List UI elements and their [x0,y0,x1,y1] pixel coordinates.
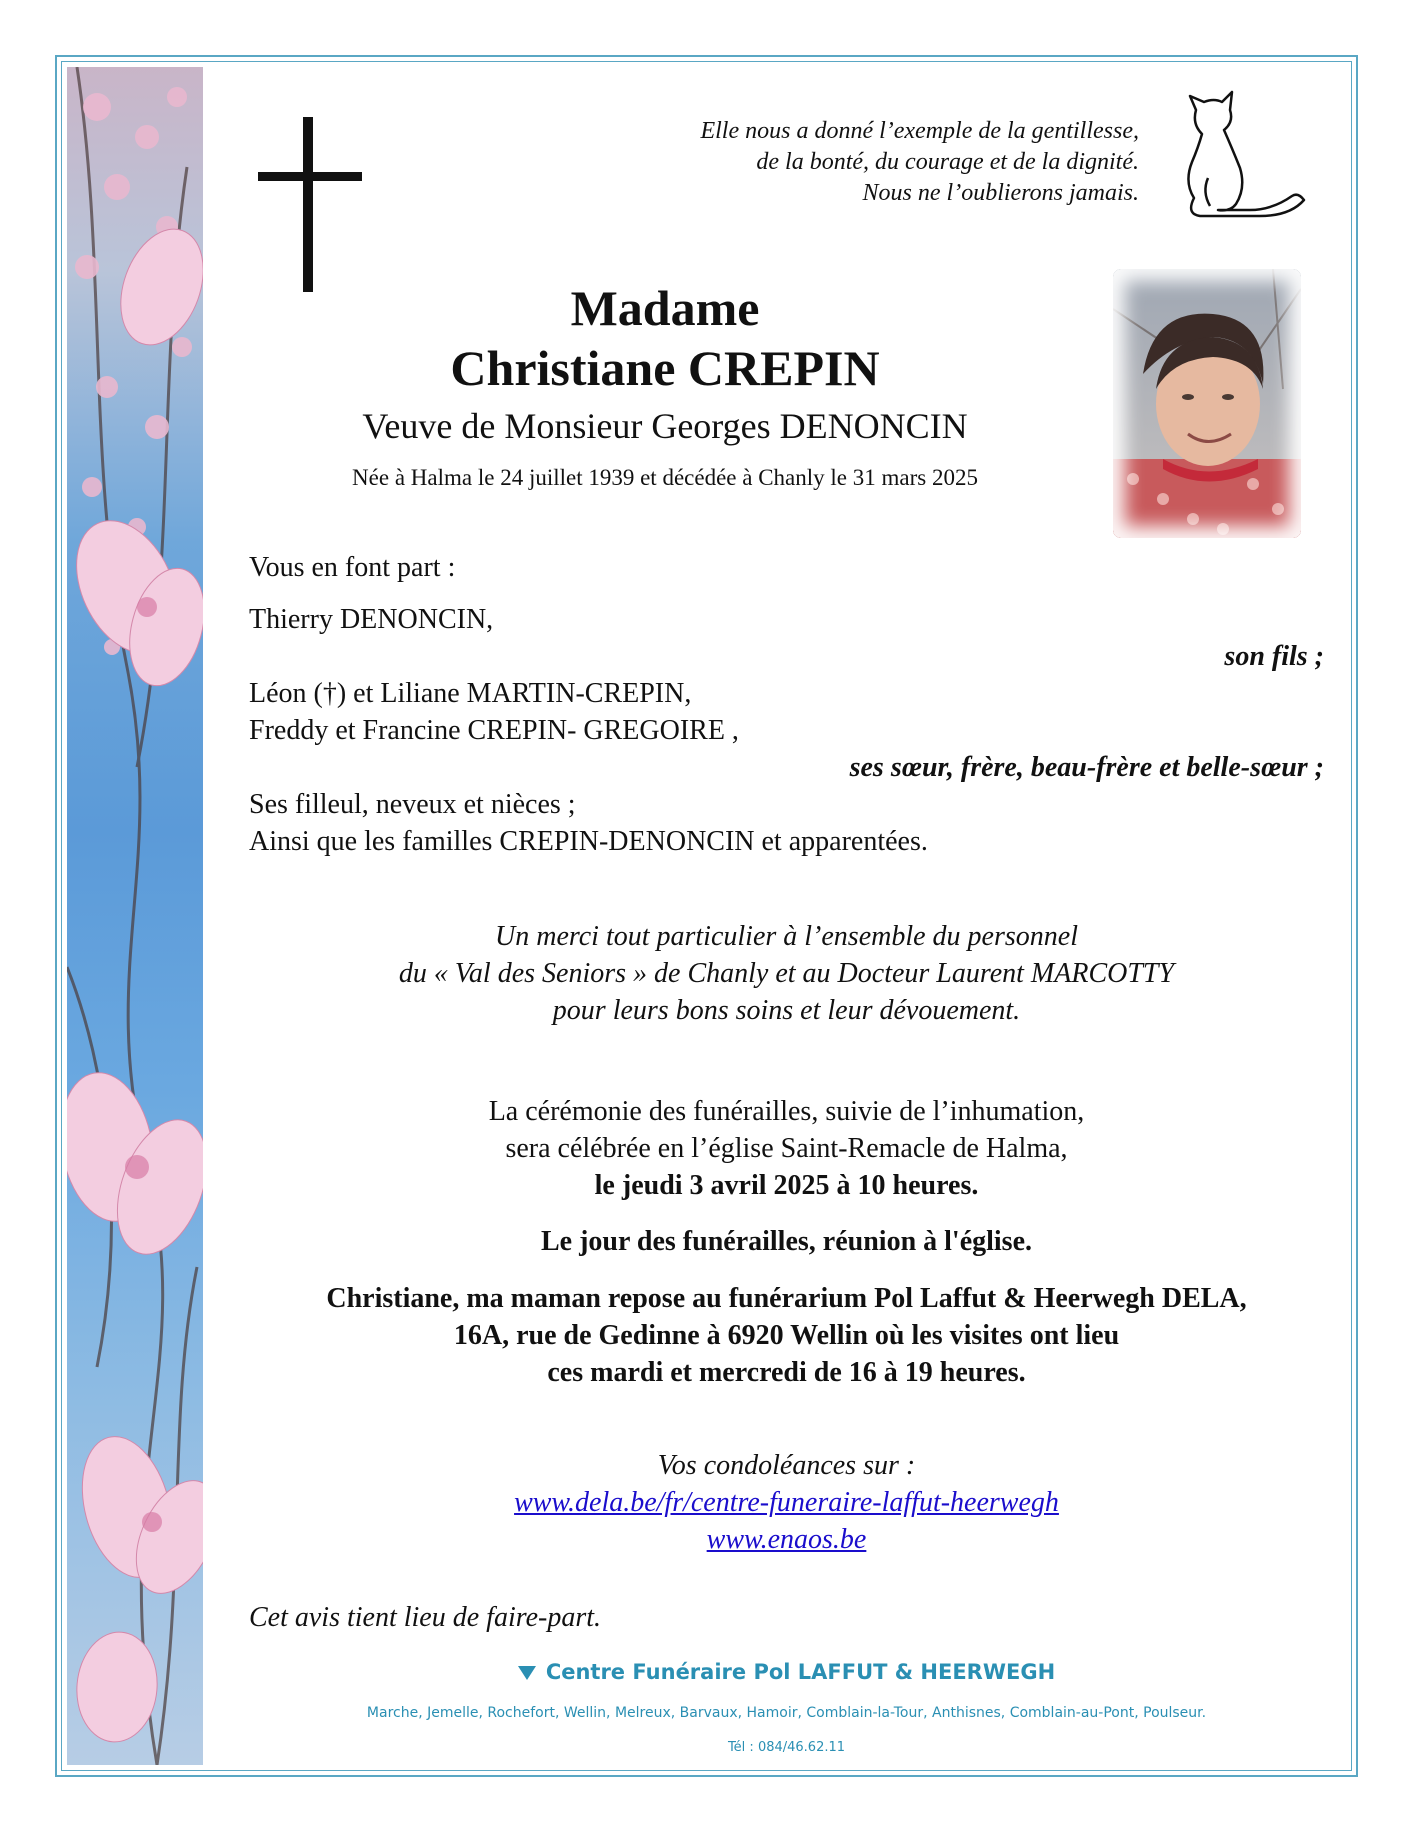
funerarium-line: Christiane, ma maman repose au funérarium Pol Laffut & Heerwegh DELA, [326,1283,1247,1314]
cross-icon [258,117,362,292]
family-son: Thierry DENONCIN, [249,604,494,635]
footer-company-name: Centre Funéraire Pol LAFFUT & HEERWEGH [545,1660,1056,1684]
portrait-photo [1113,269,1301,538]
family-others: Ainsi que les familles CREPIN-DENONCIN et apparentées. [249,826,928,857]
family-section [249,549,1324,860]
footer-company [249,1660,1324,1684]
thanks-line: du « Val des Seniors » de Chanly et au Docteur Laurent MARCOTTY [398,958,1175,989]
condolences-section [249,1447,1324,1558]
condolences-label: Vos condoléances sur : [657,1450,916,1481]
relation-son: son fils ; [1224,641,1324,672]
family-others: Ses filleul, neveux et nièces ; [249,789,576,820]
family-intro: Vous en font part : [249,552,456,583]
cat-icon [1180,88,1310,218]
funerarium-section [249,1280,1324,1391]
ceremony-section [249,1093,1324,1204]
thanks-line: Un merci tout particulier à l’ensemble du personnel [495,921,1078,952]
widow-line: Veuve de Monsieur Georges DENONCIN [362,406,968,446]
condolences-link-dela[interactable]: www.dela.be/fr/centre-funeraire-laffut-heerwegh [514,1487,1059,1518]
title-prefix: Madame [570,280,760,336]
epitaph-line: Nous ne l’oublierons jamais. [862,180,1139,206]
family-sibling: Freddy et Francine CREPIN- GREGOIRE , [249,715,739,746]
funerarium-line: ces mardi et mercredi de 16 à 19 heures. [547,1357,1026,1388]
family-sibling: Léon (†) et Liliane MARTIN-CREPIN, [249,678,692,709]
notice-line: Cet avis tient lieu de faire-part. [249,1602,602,1633]
footer-towns: Marche, Jemelle, Rochefort, Wellin, Melreux, Barvaux, Hamoir, Comblain-la-Tour, Anthisnes, Comblain-au-Pont, Poulseur. [366,1705,1207,1721]
reunion-line: Le jour des funérailles, réunion à l'église. [540,1226,1033,1257]
thanks-section [249,918,1324,1029]
triangle-logo-icon [518,1666,536,1680]
deceased-name: Christiane CREPIN [450,340,880,396]
ceremony-line: sera célébrée en l’église Saint-Remacle de Halma, [505,1133,1068,1164]
floral-strip-image [67,67,203,1765]
footer-tel: Tél : 084/46.62.11 [727,1740,846,1755]
condolences-link-enaos[interactable]: www.enaos.be [706,1524,867,1555]
thanks-line: pour leurs bons soins et leur dévouement. [552,995,1021,1026]
epitaph [700,116,1139,209]
relation-siblings: ses sœur, frère, beau-frère et belle-sœur ; [849,752,1324,783]
epitaph-line: de la bonté, du courage et de la dignité. [756,149,1139,175]
funerarium-line: 16A, rue de Gedinne à 6920 Wellin où les visites ont lieu [453,1320,1120,1351]
epitaph-line: Elle nous a donné l’exemple de la gentillesse, [700,118,1139,144]
ceremony-date: le jeudi 3 avril 2025 à 10 heures. [594,1170,979,1201]
ceremony-line: La cérémonie des funérailles, suivie de l’inhumation, [488,1096,1085,1127]
birth-death-line: Née à Halma le 24 juillet 1939 et décédée à Chanly le 31 mars 2025 [352,465,978,490]
